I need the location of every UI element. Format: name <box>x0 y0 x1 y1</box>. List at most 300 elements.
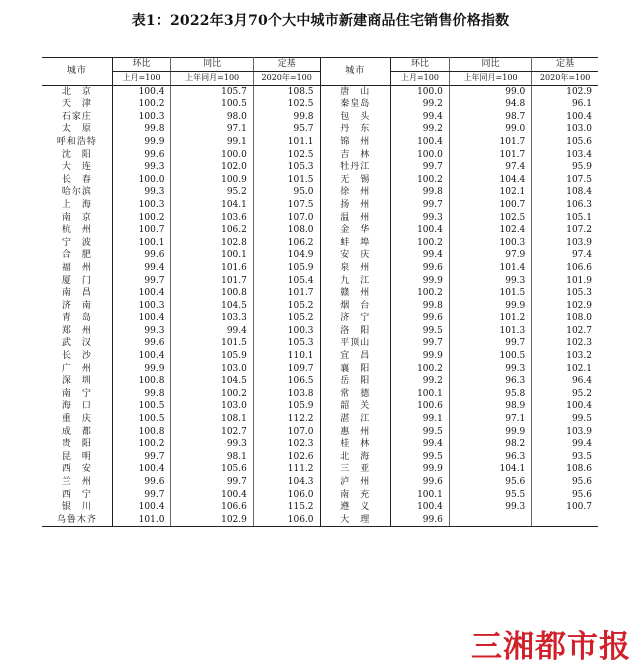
left-city-name: 海 口 <box>42 400 112 413</box>
left-city-name: 贵 阳 <box>42 438 112 451</box>
right-yoy-value: 100.7 <box>449 199 531 212</box>
left-base-value: 95.0 <box>253 186 320 199</box>
watermark-logo: 三湘都市报 <box>471 629 631 665</box>
table-row <box>42 426 598 439</box>
table-row <box>42 463 598 476</box>
right-mom-value: 99.6 <box>391 312 450 325</box>
right-base-value: 103.4 <box>566 149 592 160</box>
left-mom-value: 100.1 <box>112 237 171 250</box>
right-yoy-value: 101.4 <box>449 262 531 275</box>
left-city-name: 天 津 <box>42 98 112 111</box>
left-city-name: 合 肥 <box>42 249 112 262</box>
right-base-value: 101.9 <box>566 275 592 286</box>
left-city-name: 昆 明 <box>42 451 112 464</box>
table-row <box>42 287 598 300</box>
left-yoy-value: 99.1 <box>171 136 253 149</box>
left-mom-value: 99.7 <box>112 451 171 464</box>
left-base-value: 106.5 <box>253 375 320 388</box>
left-yoy-value: 100.9 <box>171 174 253 187</box>
right-yoy-value: 104.1 <box>449 463 531 476</box>
left-base-value: 106.2 <box>253 237 320 250</box>
right-yoy-value: 97.9 <box>449 249 531 262</box>
left-city-name: 宁 波 <box>42 237 112 250</box>
left-yoy-value: 104.5 <box>171 300 253 313</box>
right-mom-value: 99.5 <box>391 325 450 338</box>
left-mom-value: 99.6 <box>112 249 171 262</box>
left-mom-value: 99.3 <box>112 161 171 174</box>
right-city-name: 牡丹江 <box>320 161 391 174</box>
right-base-value: 102.1 <box>566 363 592 374</box>
left-city-name: 厦 门 <box>42 275 112 288</box>
right-base-value: 108.4 <box>566 187 592 198</box>
right-base-value: 99.5 <box>571 414 592 425</box>
left-city-name: 长 春 <box>42 174 112 187</box>
left-yoy-value: 100.0 <box>171 149 253 162</box>
right-mom-value: 99.5 <box>391 426 450 439</box>
right-base-value: 106.6 <box>566 262 592 273</box>
left-base-value: 105.3 <box>253 161 320 174</box>
left-yoy-value: 105.7 <box>171 85 253 98</box>
yoy-subheader-left: 上年同月=100 <box>171 72 253 86</box>
right-yoy-value: 97.1 <box>449 413 531 426</box>
left-mom-value: 100.2 <box>112 98 171 111</box>
right-mom-value: 99.3 <box>391 212 450 225</box>
right-mom-value: 100.4 <box>391 136 450 149</box>
right-base-value: 107.2 <box>566 225 592 236</box>
right-base-value: 105.1 <box>566 212 592 223</box>
right-mom-value: 99.6 <box>391 262 450 275</box>
right-yoy-value: 94.8 <box>449 98 531 111</box>
right-mom-value: 99.4 <box>391 249 450 262</box>
right-base-value: 103.2 <box>566 351 592 362</box>
right-city-name: 安 庆 <box>320 249 391 262</box>
left-base-value: 99.8 <box>253 111 320 124</box>
table-row <box>42 249 598 262</box>
right-base-value: 105.6 <box>566 136 592 147</box>
left-base-value: 105.9 <box>253 262 320 275</box>
right-mom-value: 99.2 <box>391 123 450 136</box>
right-yoy-value: 101.5 <box>449 287 531 300</box>
left-city-name: 沈 阳 <box>42 149 112 162</box>
left-mom-value: 99.6 <box>112 337 171 350</box>
right-base-value: 103.9 <box>566 426 592 437</box>
mom-header-left: 环比 <box>112 58 171 72</box>
right-city-name: 北 海 <box>320 451 391 464</box>
base-header-left: 定基 <box>253 58 320 72</box>
right-mom-value: 100.2 <box>391 174 450 187</box>
left-base-value: 105.9 <box>253 400 320 413</box>
right-city-name: 泉 州 <box>320 262 391 275</box>
table-row <box>42 350 598 363</box>
left-yoy-value: 102.8 <box>171 237 253 250</box>
left-base-value: 103.8 <box>253 388 320 401</box>
right-yoy-value: 98.7 <box>449 111 531 124</box>
right-base-value: 107.5 <box>566 174 592 185</box>
right-city-name: 桂 林 <box>320 438 391 451</box>
right-mom-value: 99.2 <box>391 375 450 388</box>
left-mom-value: 99.4 <box>112 262 171 275</box>
right-yoy-value: 95.8 <box>449 388 531 401</box>
left-base-value: 101.7 <box>253 287 320 300</box>
left-city-name: 武 汉 <box>42 337 112 350</box>
right-mom-value: 99.9 <box>391 463 450 476</box>
left-base-value: 106.0 <box>253 514 320 527</box>
right-city-name: 三 亚 <box>320 463 391 476</box>
left-yoy-value: 100.2 <box>171 388 253 401</box>
right-yoy-value: 99.3 <box>449 501 531 514</box>
table-row <box>42 98 598 111</box>
right-city-name: 唐 山 <box>320 85 391 98</box>
right-yoy-value: 102.1 <box>449 186 531 199</box>
right-yoy-value: 100.5 <box>449 350 531 363</box>
subheader-row <box>42 72 598 86</box>
left-yoy-value: 105.6 <box>171 463 253 476</box>
right-mom-value: 99.8 <box>391 186 450 199</box>
right-base-value: 108.0 <box>566 313 592 324</box>
left-mom-value: 100.4 <box>112 85 171 98</box>
table-row <box>42 325 598 338</box>
left-yoy-value: 103.3 <box>171 312 253 325</box>
right-mom-value: 99.7 <box>391 337 450 350</box>
right-base-value: 102.3 <box>566 338 592 349</box>
right-yoy-value <box>449 514 531 527</box>
left-yoy-value: 100.5 <box>171 98 253 111</box>
left-base-value: 95.7 <box>253 123 320 136</box>
left-base-value: 101.1 <box>253 136 320 149</box>
right-mom-value: 99.9 <box>391 350 450 363</box>
right-yoy-value: 96.3 <box>449 375 531 388</box>
left-yoy-value: 102.9 <box>171 514 253 527</box>
right-city-name: 温 州 <box>320 212 391 225</box>
right-city-name: 蚌 埠 <box>320 237 391 250</box>
left-mom-value: 100.0 <box>112 174 171 187</box>
left-city-name: 长 沙 <box>42 350 112 363</box>
right-city-name: 烟 台 <box>320 300 391 313</box>
table-row <box>42 199 598 212</box>
left-city-name: 重 庆 <box>42 413 112 426</box>
yoy-header-right: 同比 <box>449 58 531 72</box>
right-city-name: 惠 州 <box>320 426 391 439</box>
left-yoy-value: 104.5 <box>171 375 253 388</box>
left-base-value: 102.6 <box>253 451 320 464</box>
table-row <box>42 149 598 162</box>
right-yoy-value: 98.2 <box>449 438 531 451</box>
table-row <box>42 375 598 388</box>
right-city-name: 岳 阳 <box>320 375 391 388</box>
right-city-name: 泸 州 <box>320 476 391 489</box>
table-row <box>42 363 598 376</box>
mom-subheader-right: 上月=100 <box>391 72 450 86</box>
right-city-name: 无 锡 <box>320 174 391 187</box>
table-row <box>42 476 598 489</box>
table-row <box>42 489 598 502</box>
left-yoy-value: 98.0 <box>171 111 253 124</box>
left-base-value: 105.2 <box>253 300 320 313</box>
city-header-left: 城市 <box>42 58 112 86</box>
right-city-name: 徐 州 <box>320 186 391 199</box>
right-mom-value: 99.7 <box>391 161 450 174</box>
left-city-name: 南 昌 <box>42 287 112 300</box>
right-base-value: 102.7 <box>566 325 592 336</box>
left-mom-value: 100.4 <box>112 350 171 363</box>
right-base-value: 95.6 <box>571 489 592 500</box>
right-base-value: 93.5 <box>571 451 592 462</box>
left-city-name: 大 连 <box>42 161 112 174</box>
table-row <box>42 400 598 413</box>
left-city-name: 北 京 <box>42 85 112 98</box>
right-base-value <box>532 514 598 527</box>
left-base-value: 102.3 <box>253 438 320 451</box>
right-base-value: 97.4 <box>571 250 592 261</box>
right-mom-value: 100.1 <box>391 388 450 401</box>
right-base-value: 96.1 <box>571 99 592 110</box>
right-base-value: 99.4 <box>571 439 592 450</box>
city-header-right: 城市 <box>320 58 391 86</box>
right-city-name: 锦 州 <box>320 136 391 149</box>
right-city-name: 丹 东 <box>320 123 391 136</box>
mom-header-right: 环比 <box>391 58 450 72</box>
table-row <box>42 388 598 401</box>
left-city-name: 西 安 <box>42 463 112 476</box>
left-base-value: 102.5 <box>253 149 320 162</box>
left-mom-value: 100.4 <box>112 287 171 300</box>
right-base-value: 105.3 <box>566 288 592 299</box>
table-title: 表1：2022年3月70个大中城市新建商品住宅销售价格指数 <box>131 13 510 29</box>
right-yoy-value: 97.4 <box>449 161 531 174</box>
left-city-name: 银 川 <box>42 501 112 514</box>
left-yoy-value: 106.2 <box>171 224 253 237</box>
right-mom-value: 99.8 <box>391 300 450 313</box>
left-yoy-value: 99.3 <box>171 438 253 451</box>
left-mom-value: 100.3 <box>112 111 171 124</box>
table-row <box>42 136 598 149</box>
right-yoy-value: 100.3 <box>449 237 531 250</box>
left-base-value: 104.3 <box>253 476 320 489</box>
base-header-right: 定基 <box>532 58 598 72</box>
right-city-name: 韶 关 <box>320 400 391 413</box>
right-mom-value: 100.0 <box>391 85 450 98</box>
left-mom-value: 100.5 <box>112 413 171 426</box>
right-mom-value: 100.2 <box>391 237 450 250</box>
left-base-value: 102.5 <box>253 98 320 111</box>
right-base-value: 100.4 <box>566 401 592 412</box>
right-mom-value: 99.7 <box>391 199 450 212</box>
left-mom-value: 99.6 <box>112 149 171 162</box>
left-city-name: 南 京 <box>42 212 112 225</box>
left-yoy-value: 105.9 <box>171 350 253 363</box>
right-base-value: 108.6 <box>566 464 592 475</box>
right-base-value: 102.9 <box>566 300 592 311</box>
left-city-name: 太 原 <box>42 123 112 136</box>
table-row <box>42 186 598 199</box>
right-yoy-value: 102.4 <box>449 224 531 237</box>
right-city-name: 包 头 <box>320 111 391 124</box>
right-city-name: 大 理 <box>320 514 391 527</box>
left-yoy-value: 95.2 <box>171 186 253 199</box>
right-yoy-value: 101.3 <box>449 325 531 338</box>
table-row <box>42 514 598 527</box>
table-row <box>42 174 598 187</box>
left-mom-value: 100.4 <box>112 501 171 514</box>
left-city-name: 深 圳 <box>42 375 112 388</box>
right-city-name: 金 华 <box>320 224 391 237</box>
left-yoy-value: 106.6 <box>171 501 253 514</box>
right-base-value: 100.4 <box>566 111 592 122</box>
right-yoy-value: 99.3 <box>449 363 531 376</box>
left-yoy-value: 97.1 <box>171 123 253 136</box>
right-yoy-value: 99.7 <box>449 337 531 350</box>
left-city-name: 青 岛 <box>42 312 112 325</box>
right-mom-value: 99.6 <box>391 514 450 527</box>
right-mom-value: 99.9 <box>391 275 450 288</box>
right-yoy-value: 95.5 <box>449 489 531 502</box>
left-mom-value: 99.3 <box>112 186 171 199</box>
right-yoy-value: 99.0 <box>449 85 531 98</box>
left-base-value: 100.3 <box>253 325 320 338</box>
right-city-name: 南 充 <box>320 489 391 502</box>
right-base-value: 103.0 <box>566 124 592 135</box>
left-mom-value: 100.2 <box>112 438 171 451</box>
right-mom-value: 100.1 <box>391 489 450 502</box>
right-yoy-value: 101.2 <box>449 312 531 325</box>
right-mom-value: 99.4 <box>391 438 450 451</box>
left-mom-value: 101.0 <box>112 514 171 527</box>
right-yoy-value: 104.4 <box>449 174 531 187</box>
left-mom-value: 99.3 <box>112 325 171 338</box>
right-city-name: 遵 义 <box>320 501 391 514</box>
left-mom-value: 100.7 <box>112 224 171 237</box>
left-city-name: 郑 州 <box>42 325 112 338</box>
left-base-value: 107.0 <box>253 212 320 225</box>
mom-subheader-left: 上月=100 <box>112 72 171 86</box>
left-mom-value: 100.4 <box>112 312 171 325</box>
table-row <box>42 413 598 426</box>
left-base-value: 105.3 <box>253 337 320 350</box>
table-row <box>42 275 598 288</box>
left-yoy-value: 102.0 <box>171 161 253 174</box>
left-yoy-value: 100.8 <box>171 287 253 300</box>
table-row <box>42 212 598 225</box>
right-mom-value: 99.4 <box>391 111 450 124</box>
right-mom-value: 99.1 <box>391 413 450 426</box>
base-subheader-right: 2020年=100 <box>532 72 598 86</box>
left-mom-value: 100.3 <box>112 300 171 313</box>
right-city-name: 洛 阳 <box>320 325 391 338</box>
left-city-name: 乌鲁木齐 <box>42 514 112 527</box>
left-base-value: 107.5 <box>253 199 320 212</box>
left-base-value: 107.0 <box>253 426 320 439</box>
left-city-name: 广 州 <box>42 363 112 376</box>
left-base-value: 110.1 <box>253 350 320 363</box>
right-city-name: 九 江 <box>320 275 391 288</box>
table-row <box>42 300 598 313</box>
left-yoy-value: 101.6 <box>171 262 253 275</box>
right-yoy-value: 95.6 <box>449 476 531 489</box>
right-yoy-value: 99.9 <box>449 300 531 313</box>
right-yoy-value: 98.9 <box>449 400 531 413</box>
left-yoy-value: 101.7 <box>171 275 253 288</box>
header-row <box>42 58 598 72</box>
table-body <box>42 85 598 527</box>
right-yoy-value: 96.3 <box>449 451 531 464</box>
left-mom-value: 100.2 <box>112 212 171 225</box>
left-base-value: 108.5 <box>253 85 320 98</box>
left-city-name: 南 宁 <box>42 388 112 401</box>
left-yoy-value: 98.1 <box>171 451 253 464</box>
yoy-subheader-right: 上年同月=100 <box>449 72 531 86</box>
left-base-value: 109.7 <box>253 363 320 376</box>
left-base-value: 101.5 <box>253 174 320 187</box>
right-city-name: 常 德 <box>320 388 391 401</box>
right-city-name: 吉 林 <box>320 149 391 162</box>
left-city-name: 兰 州 <box>42 476 112 489</box>
table-row <box>42 312 598 325</box>
left-mom-value: 100.4 <box>112 463 171 476</box>
left-mom-value: 99.9 <box>112 363 171 376</box>
table-row <box>42 161 598 174</box>
left-mom-value: 99.7 <box>112 489 171 502</box>
right-yoy-value: 99.3 <box>449 275 531 288</box>
table-row <box>42 501 598 514</box>
left-yoy-value: 99.4 <box>171 325 253 338</box>
left-yoy-value: 101.5 <box>171 337 253 350</box>
right-yoy-value: 99.9 <box>449 426 531 439</box>
right-base-value: 102.9 <box>566 86 592 97</box>
right-yoy-value: 102.5 <box>449 212 531 225</box>
right-city-name: 赣 州 <box>320 287 391 300</box>
right-city-name: 秦皇岛 <box>320 98 391 111</box>
left-mom-value: 99.7 <box>112 275 171 288</box>
right-city-name: 济 宁 <box>320 312 391 325</box>
right-base-value: 100.7 <box>566 502 592 513</box>
left-city-name: 西 宁 <box>42 489 112 502</box>
left-mom-value: 99.8 <box>112 388 171 401</box>
right-yoy-value: 101.7 <box>449 149 531 162</box>
right-mom-value: 100.4 <box>391 224 450 237</box>
right-mom-value: 100.6 <box>391 400 450 413</box>
right-mom-value: 100.2 <box>391 363 450 376</box>
base-subheader-left: 2020年=100 <box>253 72 320 86</box>
table-row <box>42 85 598 98</box>
table-row <box>42 438 598 451</box>
right-yoy-value: 101.7 <box>449 136 531 149</box>
right-city-name: 湛 江 <box>320 413 391 426</box>
right-yoy-value: 99.0 <box>449 123 531 136</box>
table-row <box>42 123 598 136</box>
left-city-name: 上 海 <box>42 199 112 212</box>
left-base-value: 108.0 <box>253 224 320 237</box>
price-index-table <box>42 57 598 527</box>
left-yoy-value: 104.1 <box>171 199 253 212</box>
right-base-value: 95.9 <box>571 162 592 173</box>
left-city-name: 石家庄 <box>42 111 112 124</box>
left-base-value: 115.2 <box>253 501 320 514</box>
left-base-value: 112.2 <box>253 413 320 426</box>
left-city-name: 济 南 <box>42 300 112 313</box>
left-base-value: 104.9 <box>253 249 320 262</box>
table-row <box>42 237 598 250</box>
table-row <box>42 451 598 464</box>
left-city-name: 哈尔滨 <box>42 186 112 199</box>
left-mom-value: 100.3 <box>112 199 171 212</box>
left-base-value: 105.4 <box>253 275 320 288</box>
left-yoy-value: 99.7 <box>171 476 253 489</box>
table-row <box>42 224 598 237</box>
table-row <box>42 111 598 124</box>
left-yoy-value: 103.6 <box>171 212 253 225</box>
left-yoy-value: 102.7 <box>171 426 253 439</box>
yoy-header-left: 同比 <box>171 58 253 72</box>
